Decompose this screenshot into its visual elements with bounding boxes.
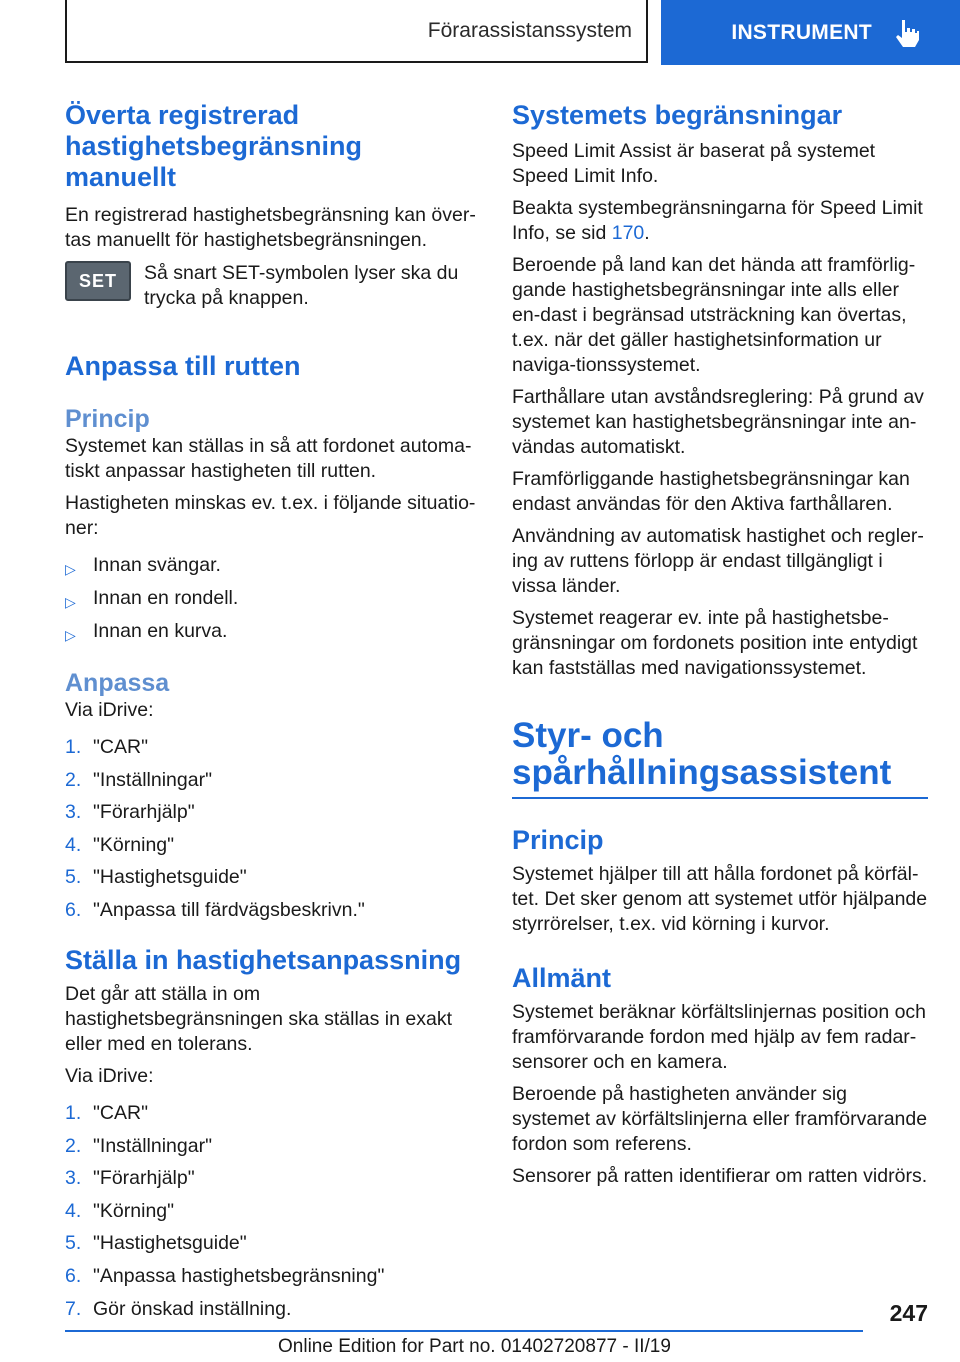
- subheading-adapt: Anpassa: [65, 669, 170, 697]
- footer-rule: [65, 1330, 863, 1332]
- paragraph: Via iDrive:: [65, 699, 154, 721]
- list-item: 3. "Förarhjälp": [65, 1167, 195, 1190]
- list-item: 2. "Inställningar": [65, 1134, 212, 1157]
- paragraph: Speed Limit Assist är baserat på systemet Speed Limit Info.: [512, 140, 876, 187]
- numbered-list: [65, 1101, 477, 1322]
- paragraph: Beroende på land kan det hända att framförlig-gande hastighetsbegränsningar inte alls eller en-dast i begränsad utsträckning kan övertas, t.ex. när det gäller hastighetsinformation ur naviga-tionssystemet.: [512, 254, 916, 376]
- list-item: 1. "CAR": [65, 736, 149, 758]
- heading-adapt-to-route: Anpassa till rutten: [65, 351, 301, 381]
- triangle-bullet-icon: ▷: [65, 627, 76, 643]
- heading-system-limits: Systemets begränsningar: [512, 100, 843, 130]
- page-number: 247: [889, 1300, 928, 1326]
- set-button-icon: SET: [65, 261, 131, 301]
- bullet-list: [65, 553, 477, 644]
- list-item: 3. "Förarhjälp": [65, 801, 195, 824]
- footer-edition: Online Edition for Part no. 01402720877 - II/19: [278, 1336, 671, 1357]
- section-title: Förarassistanssystem: [65, 0, 648, 63]
- list-item: ▷ Innan en rondell.: [65, 586, 477, 611]
- heading-speed-adaptation: Ställa in hastighetsanpassning: [65, 944, 462, 975]
- triangle-bullet-icon: ▷: [65, 594, 76, 610]
- heading-underline: [512, 797, 928, 799]
- list-item: 1. "CAR": [65, 1101, 149, 1124]
- paragraph: Farthållare utan avståndsreglering: På grund av systemet kan hastighetsbegränsningar inte an-vändas automatiskt.: [512, 386, 924, 458]
- list-item: 2. "Inställningar": [65, 768, 212, 791]
- triangle-bullet-icon: ▷: [65, 561, 76, 577]
- list-item: 6. "Anpassa hastighetsbegränsning": [65, 1264, 385, 1287]
- paragraph: Systemet reagerar ev. inte på hastighetsbe-gränsningar om fordonets position inte entydigt kan fastställas med navigationssystemet.: [512, 607, 918, 679]
- paragraph: Hastigheten minskas ev. t.ex. i följande situatio-ner:: [65, 492, 476, 539]
- list-item: 4. "Körning": [65, 1199, 175, 1222]
- list-item: 5. "Hastighetsguide": [65, 866, 247, 889]
- paragraph: Beakta systembegränsningarna för Speed Limit Info, se sid 170.: [512, 197, 923, 244]
- paragraph: Framförliggande hastighetsbegränsningar kan endast användas för den Aktiva farthållaren.: [512, 468, 910, 515]
- list-item: 4. "Körning": [65, 833, 175, 856]
- right-column: [512, 100, 928, 1196]
- list-item: 6. "Anpassa till färdvägsbeskrivn.": [65, 898, 365, 921]
- heading-take-over-speed-limit: Överta registrerad hastighetsbegränsning manuellt: [65, 100, 363, 192]
- page-reference-link[interactable]: 170: [611, 222, 645, 244]
- paragraph: En registrerad hastighetsbegränsning kan över-tas manuellt för hastighetsbegränsningen.: [65, 204, 476, 251]
- subheading-principle: Princip: [512, 825, 604, 855]
- paragraph: Systemet kan ställas in så att fordonet automa-tiskt anpassar hastigheten till rutten.: [65, 435, 472, 482]
- subheading-general: Allmänt: [512, 963, 612, 993]
- subheading-principle: Princip: [65, 405, 150, 433]
- list-item: 7. Gör önskad inställning.: [65, 1297, 292, 1320]
- paragraph: Det går att ställa in om hastighetsbegränsningen ska ställas in exakt eller med en tolerans.: [65, 982, 452, 1055]
- chapter-tab: [661, 0, 960, 65]
- list-item: ▷ Innan svängar.: [65, 553, 477, 578]
- hand-pointer-icon: [894, 18, 920, 48]
- set-symbol-row: [65, 261, 477, 311]
- paragraph: Systemet hjälper till att hålla fordonet på körfäl-tet. Det sker genom att systemet utför hjälpande styrrörelser, t.ex. vid körning i kurvor.: [512, 863, 928, 935]
- paragraph: Beroende på hastigheten använder sig systemet av körfältslinjerna eller framförvarande fordon som referens.: [512, 1083, 928, 1155]
- paragraph: Så snart SET-symbolen lyser ska du trycka på knappen.: [144, 262, 459, 309]
- page-header: [0, 0, 960, 66]
- paragraph: Sensorer på ratten identifierar om ratten vidrörs.: [512, 1165, 928, 1187]
- left-column: [65, 100, 477, 1329]
- chapter-title: INSTRUMENT: [731, 20, 872, 44]
- numbered-list: [65, 735, 477, 923]
- paragraph: Via iDrive:: [65, 1064, 154, 1087]
- list-item: 5. "Hastighetsguide": [65, 1232, 247, 1255]
- chapter-heading-lane-assist: Styr- och spårhållningsassistent: [512, 716, 892, 792]
- paragraph: Systemet beräknar körfältslinjernas position och framförvarande fordon med hjälp av fem radar-sensorer och en kamera.: [512, 1001, 927, 1073]
- list-item: ▷ Innan en kurva.: [65, 619, 477, 644]
- paragraph: Användning av automatisk hastighet och regler-ing av ruttens förlopp är endast tillgängligt i vissa länder.: [512, 525, 924, 597]
